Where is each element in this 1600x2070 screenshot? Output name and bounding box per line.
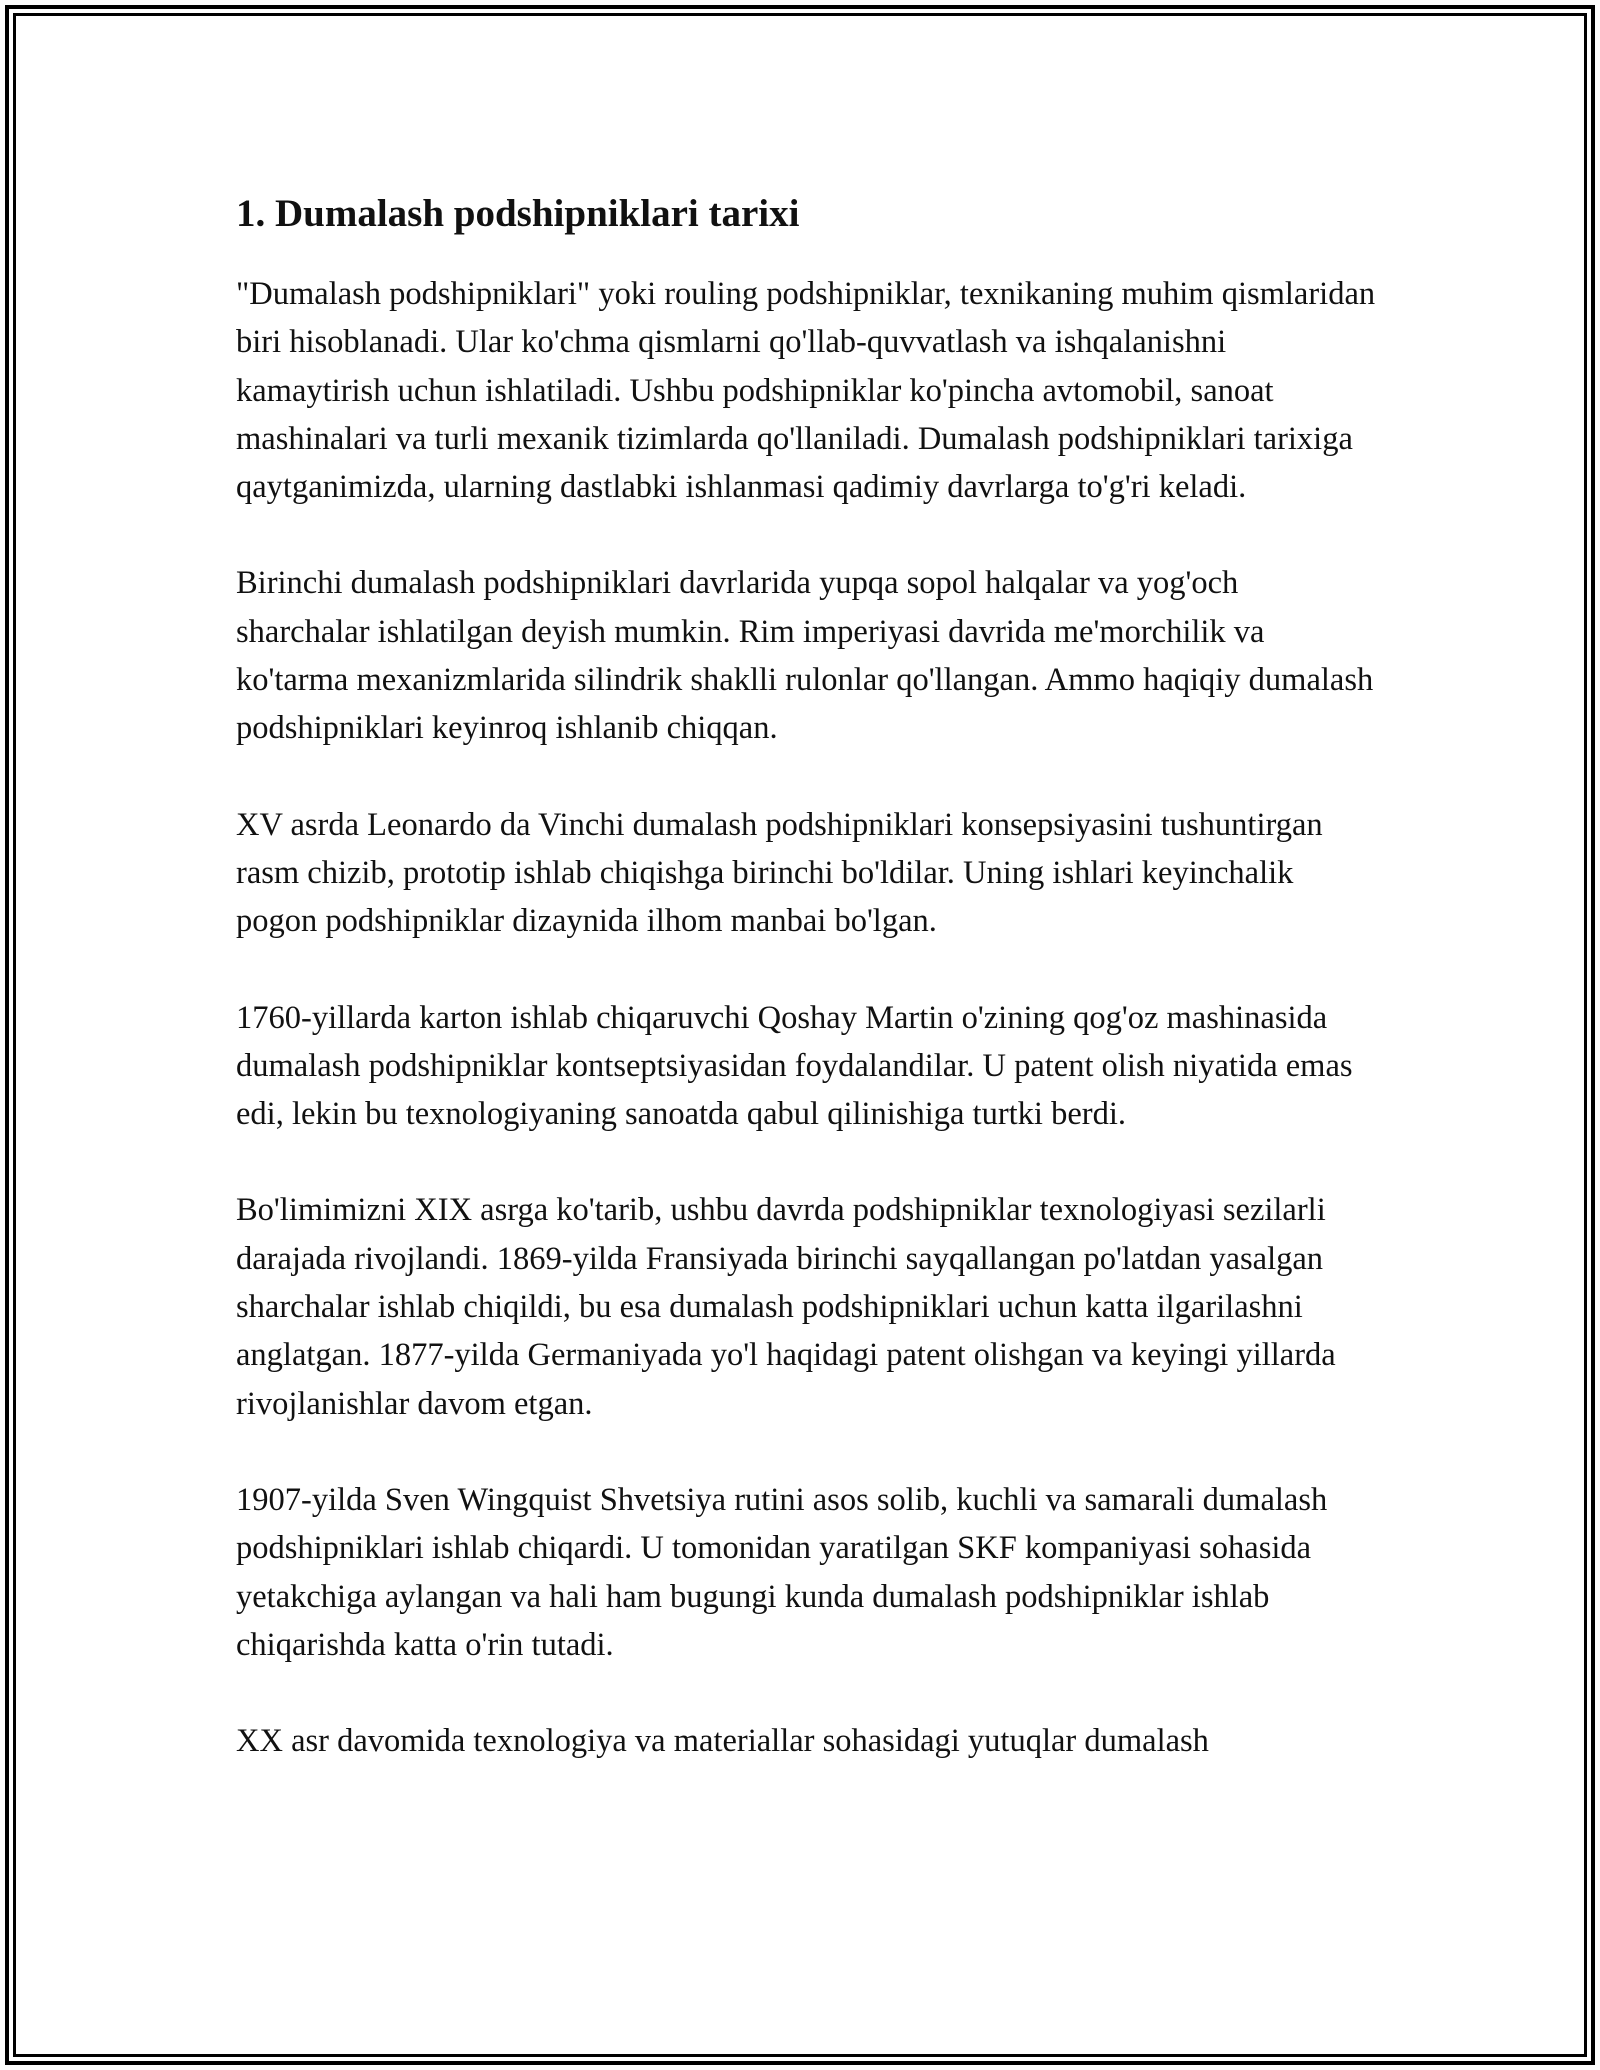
paragraph-leonardo: XV asrda Leonardo da Vinchi dumalash podshipniklari konsepsiyasini tushuntirgan rasm chizib, prototip ishlab chiqishga birinchi bo'ldilar. Uning ishlari keyinchalik pogon podshipniklar dizaynida ilhom manbai bo'lgan. (236, 806, 1323, 940)
paragraph-19th-century: Bo'limimizni XIX asrga ko'tarib, ushbu davrda podshipniklar texnologiyasi sezilarli darajada rivojlandi. 1869-yilda Fransiyada birinchi sayqallangan po'latdan yasalgan sharchalar ishlab chiqildi, bu esa dumalash podshipniklari uchun katta ilgarilashni anglatgan. 1877-yilda Germaniyada yo'l haqidagi patent olishgan va keyingi yillarda rivojlanishlar davom etgan. (236, 1192, 1336, 1422)
paragraph-20th-century: XX asr davomida texnologiya va materiallar sohasidagi yutuqlar dumalash (236, 1723, 1209, 1760)
paragraph-intro: "Dumalash podshipniklari" yoki rouling podshipniklar, texnikaning muhim qismlaridan biri hisoblanadi. Ular ko'chma qismlarni qo'llab-quvvatlash va ishqalanishni kamaytirish uchun ishlatiladi. Ushbu podshipniklar ko'pincha avtomobil, sanoat mashinalari va turli mexanik tizimlarda qo'llaniladi. Dumalash podshipniklari tarixiga qaytganimizda, ularning dastlabki ishlanmasi qadimiy davrlarga to'g'ri keladi. (236, 276, 1376, 506)
paragraph-early-bearings: Birinchi dumalash podshipniklari davrlarida yupqa sopol halqalar va yog'och sharchalar ishlatilgan deyish mumkin. Rim imperiyasi davrida me'morchilik va ko'tarma mexanizmlarida silindrik shaklli rulonlar qo'llangan. Ammo haqiqiy dumalash podshipniklari keyinroq ishlanib chiqqan. (236, 565, 1374, 747)
document-body (236, 186, 1376, 1813)
page-title: 1. Dumalash podshipniklari tarixi (236, 192, 800, 235)
paragraph-skf: 1907-yilda Sven Wingquist Shvetsiya rutini asos solib, kuchli va samarali dumalash podshipniklari ishlab chiqardi. U tomonidan yaratilgan SKF kompaniyasi sohasida yetakchiga aylangan va hali ham bugungi kunda dumalash podshipniklar ishlab chiqarishda katta o'rin tutadi. (236, 1481, 1328, 1663)
paragraph-1760s: 1760-yillarda karton ishlab chiqaruvchi Qoshay Martin o'zining qog'oz mashinasida dumalash podshipniklar kontseptsiyasidan foydalandilar. U patent olish niyatida emas edi, lekin bu texnologiyaning sanoatda qabul qilinishiga turtki berdi. (236, 999, 1353, 1133)
